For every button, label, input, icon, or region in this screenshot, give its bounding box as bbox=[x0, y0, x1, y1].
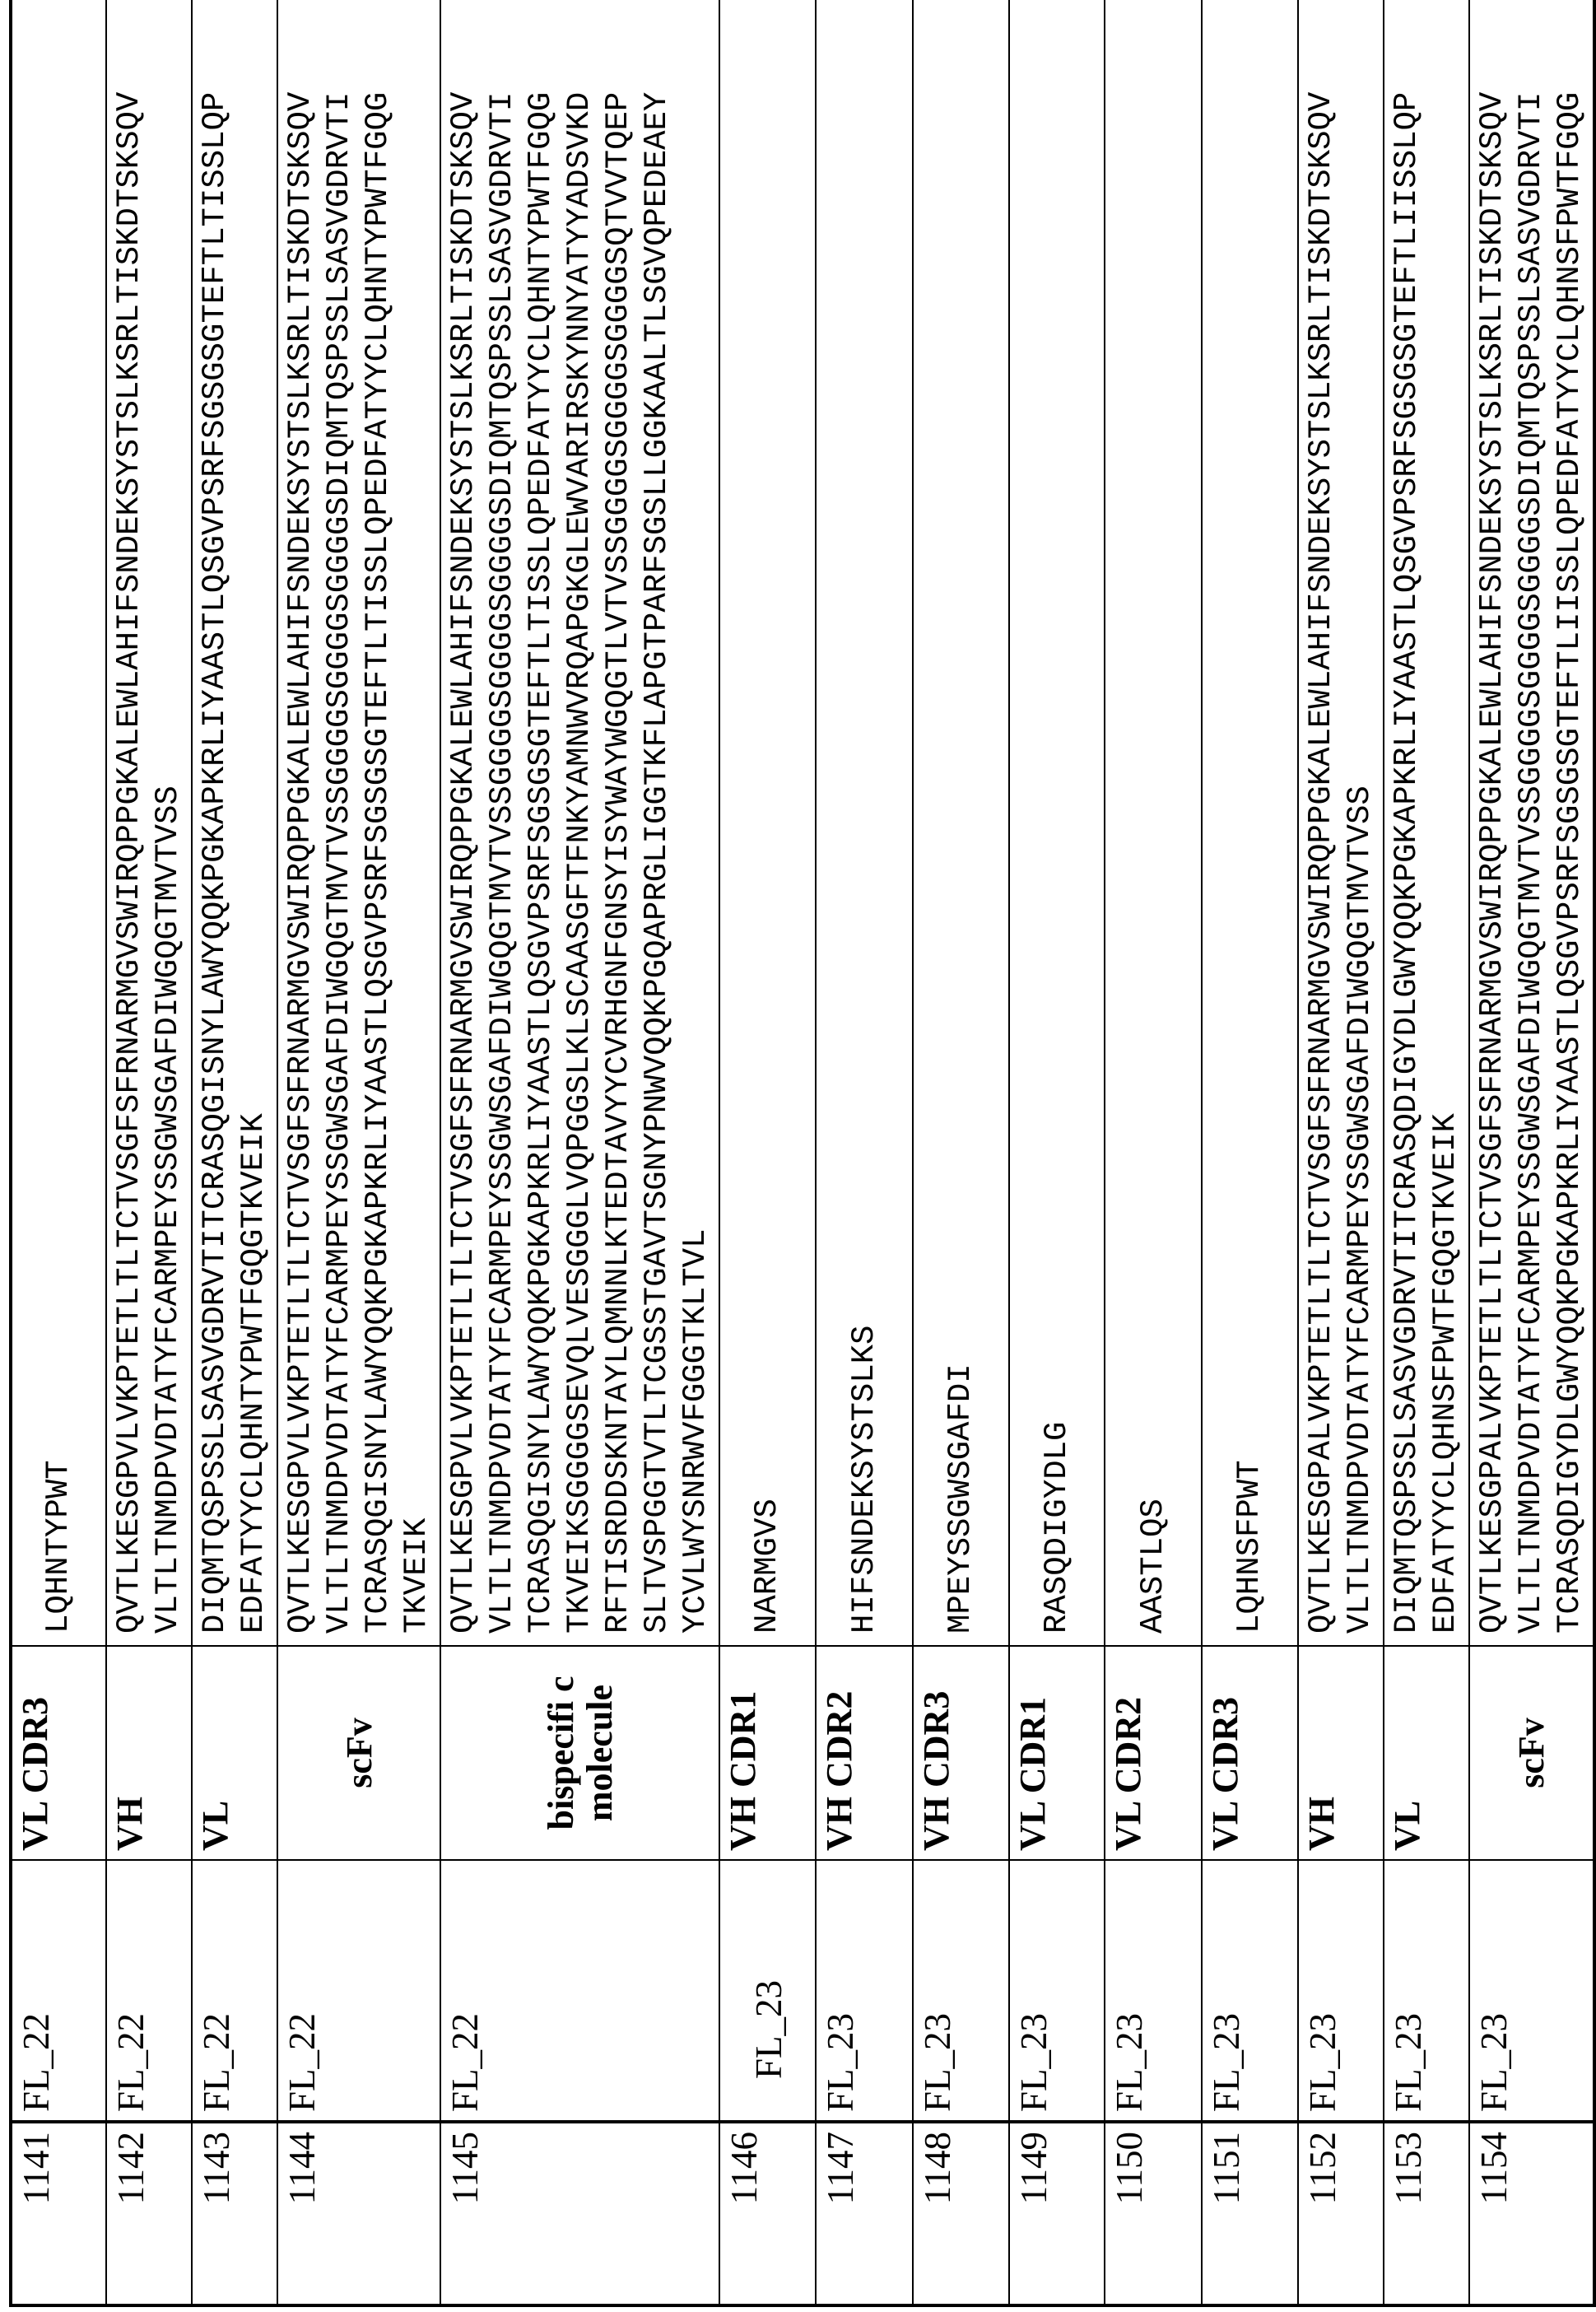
seq-id-number-cell: 1148 bbox=[913, 2122, 1009, 2305]
sequence-line: TKVEIK bbox=[398, 0, 436, 1634]
sequence-line: YCVLWYSNRWVFGGGTKLTVL bbox=[677, 0, 715, 1634]
seq-id-number-cell: 1141 bbox=[11, 2122, 106, 2305]
amino-acid-sequence-cell bbox=[1384, 0, 1469, 1646]
region-type-cell: VH CDR2 bbox=[816, 1646, 913, 1860]
molecule-id-cell bbox=[440, 1860, 719, 2122]
sequence-line: HIFSNDEKSYSTSLKS bbox=[845, 0, 884, 1634]
sequence-line: TCRASQGISNYLAWYQQKPGKAPKRLIYAASTLQSGVPSRFSGSGSGTEFTLTISSLQPEDFATYYCLQHNTYPWTFGQG bbox=[359, 0, 398, 1634]
amino-acid-sequence-cell bbox=[106, 0, 192, 1646]
amino-acid-sequence-cell bbox=[1469, 0, 1594, 1646]
seq-id-number-cell: 1149 bbox=[1009, 2122, 1105, 2305]
table-row bbox=[1298, 0, 1384, 2305]
molecule-id: FL_23 bbox=[1109, 2013, 1150, 2112]
table-row bbox=[192, 0, 277, 2305]
sequence-line: QVTLKESGPALVKPTETLTLTCTVSGFSFRNARMGVSWIRQPPGKALEWLAHIFSNDEKSYSTSLKSRLTISKDTSKSQV bbox=[1473, 0, 1512, 1634]
molecule-id-cell bbox=[1105, 1860, 1202, 2122]
molecule-id: FL_23 bbox=[1388, 2013, 1429, 2112]
sequence-line: NARMGVS bbox=[748, 0, 787, 1634]
sequence-line: SLTVSPGGTVTLTCGSSTGAVTSGNYPNWVQQKPGQAPRGLIGGTKFLAPGTPARFSGSLLGGKAALTLSGVQPEDEAEY bbox=[638, 0, 677, 1634]
seq-id-number-cell: 1150 bbox=[1105, 2122, 1202, 2305]
region-type-cell: VH CDR3 bbox=[913, 1646, 1009, 1860]
table-row bbox=[106, 0, 192, 2305]
molecule-id-cell bbox=[1298, 1860, 1384, 2122]
amino-acid-sequence-cell bbox=[1009, 0, 1105, 1646]
region-type-cell: VL CDR3 bbox=[1202, 1646, 1298, 1860]
region-type-cell: VL CDR3 bbox=[11, 1646, 106, 1860]
rotated-sequence-table bbox=[9, 5, 1550, 2307]
amino-acid-sequence-cell bbox=[277, 0, 440, 1646]
sequence-line: TCRASQDIGYDLGWYQQKPGKAPKRLIYAASTLQSGVPSRFSGSGSGTEFTLIISSLQPEDFATYYCLQHNSFPWTFGQG bbox=[1551, 0, 1589, 1634]
region-type-cell: scFv bbox=[1469, 1646, 1594, 1860]
molecule-id-cell bbox=[1202, 1860, 1298, 2122]
sequence-line: EDFATYYCLQHNTYPWTFGQGTKVEIK bbox=[235, 0, 273, 1634]
sequence-line: TKVEIKSGGGGSEVQLVESGGGLVQPGGSLKLSCAASGFTFNKYAMNWVRQAPGKGLEWVARIRSKYNNYATYYADSVKD bbox=[561, 0, 599, 1634]
table-row bbox=[1105, 0, 1202, 2305]
molecule-id: FL_22 bbox=[110, 2013, 151, 2112]
region-type-cell: VH CDR1 bbox=[719, 1646, 816, 1860]
molecule-id: FL_23 bbox=[1206, 2013, 1247, 2112]
region-type-cell: scFv bbox=[277, 1646, 440, 1860]
region-type-cell: VL bbox=[1384, 1646, 1469, 1860]
sequence-line: QVTLKESGPVLVKPTETLTLTCTVSGFSFRNARMGVSWIRQPPGKALEWLAHIFSNDEKSYSTSLKSRLTISKDTSKSQV bbox=[110, 0, 149, 1634]
molecule-id-cell bbox=[719, 1860, 816, 2122]
sequence-line: VLTLTNMDPVDTATYFCARMPEYSSGWSGAFDIWGQGTMVTVSS bbox=[149, 0, 188, 1634]
amino-acid-sequence-cell bbox=[816, 0, 913, 1646]
molecule-id: FL_22 bbox=[282, 2013, 323, 2112]
table-row bbox=[816, 0, 913, 2305]
sequence-line: VLTLTNMDPVDTATYFCARMPEYSSGWSGAFDIWGQGTMVTVSSGGGGSGGGGSGGGGSDIQMTQSPSSLSASVGDRVTI bbox=[483, 0, 522, 1634]
molecule-id-cell bbox=[11, 1860, 106, 2122]
molecule-id-cell bbox=[816, 1860, 913, 2122]
sequence-line: AASTLQS bbox=[1134, 0, 1173, 1634]
amino-acid-sequence-cell bbox=[440, 0, 719, 1646]
seq-id-number-cell: 1147 bbox=[816, 2122, 913, 2305]
sequence-line: EDFATYYCLQHNSFPWTFGQGTKVEIK bbox=[1426, 0, 1465, 1634]
sequence-line: QVTLKESGPVLVKPTETLTLTCTVSGFSFRNARMGVSWIRQPPGKALEWLAHIFSNDEKSYSTSLKSRLTISKDTSKSQV bbox=[282, 0, 320, 1634]
molecule-id: FL_23 bbox=[820, 2013, 861, 2112]
sequence-line: DIQMTQSPSSLSASVGDRVTITCRASQDIGYDLGWYQQKPGKAPKRLIYAASTLQSGVPSRFSGSGSGTEFTLIISSLQP bbox=[1388, 0, 1426, 1634]
seq-id-number-cell: 1142 bbox=[106, 2122, 192, 2305]
sequence-line: VLTLTNMDPVDTATYFCARMPEYSSGWSGAFDIWGQGTMVTVSS bbox=[1341, 0, 1380, 1634]
table-row bbox=[1202, 0, 1298, 2305]
amino-acid-sequence-cell bbox=[1105, 0, 1202, 1646]
molecule-id: FL_22 bbox=[444, 2013, 486, 2112]
sequence-line: VLTLTNMDPVDTATYFCARMPEYSSGWSGAFDIWGQGTMVTVSSGGGGSGGGGSGGGGSDIQMTQSPSSLSASVGDRVTI bbox=[1512, 0, 1551, 1634]
seq-id-number-cell: 1143 bbox=[192, 2122, 277, 2305]
sequence-line: LQHNTYPWT bbox=[40, 0, 78, 1634]
amino-acid-sequence-cell bbox=[913, 0, 1009, 1646]
sequence-line: RASQDIGYDLG bbox=[1038, 0, 1077, 1634]
molecule-id-cell bbox=[277, 1860, 440, 2122]
molecule-id-cell bbox=[1009, 1860, 1105, 2122]
amino-acid-sequence-cell bbox=[192, 0, 277, 1646]
sequence-line: LQHNSFPWT bbox=[1231, 0, 1269, 1634]
region-type-cell: VL CDR1 bbox=[1009, 1646, 1105, 1860]
molecule-id-cell bbox=[1469, 1860, 1594, 2122]
seq-id-number-cell: 1154 bbox=[1469, 2122, 1594, 2305]
sequence-line: MPEYSSGWSGAFDI bbox=[942, 0, 980, 1634]
table-row bbox=[913, 0, 1009, 2305]
sequence-line: VLTLTNMDPVDTATYFCARMPEYSSGWSGAFDIWGQGTMVTVSSGGGGSGGGGSGGGGSDIQMTQSPSSLSASVGDRVTI bbox=[320, 0, 359, 1634]
table-row bbox=[1384, 0, 1469, 2305]
sequence-line: QVTLKESGPVLVKPTETLTLTCTVSGFSFRNARMGVSWIRQPPGKALEWLAHIFSNDEKSYSTSLKSRLTISKDTSKSQV bbox=[444, 0, 483, 1634]
molecule-id-cell bbox=[1384, 1860, 1469, 2122]
molecule-id: FL_23 bbox=[1473, 2013, 1515, 2112]
seq-id-number-cell: 1144 bbox=[277, 2122, 440, 2305]
sequence-line: TCRASQGISNYLAWYQQKPGKAPKRLIYAASTLQSGVPSRFSGSGSGTEFTLTISSLQPEDFATYYCLQHNTYPWTFGQG bbox=[522, 0, 561, 1634]
sequence-table bbox=[9, 0, 1596, 2307]
table-row bbox=[440, 0, 719, 2305]
molecule-id: FL_23 bbox=[724, 1869, 789, 2112]
region-type-cell: VL bbox=[192, 1646, 277, 1860]
region-type-cell: VH bbox=[106, 1646, 192, 1860]
region-type-cell: VH bbox=[1298, 1646, 1384, 1860]
molecule-id: FL_22 bbox=[16, 2013, 57, 2112]
seq-id-number-cell: 1151 bbox=[1202, 2122, 1298, 2305]
sequence-line: QVTLKESGPALVKPTETLTLTCTVSGFSFRNARMGVSWIRQPPGKALEWLAHIFSNDEKSYSTSLKSRLTISKDTSKSQV bbox=[1302, 0, 1341, 1634]
amino-acid-sequence-cell bbox=[11, 0, 106, 1646]
molecule-id-cell bbox=[106, 1860, 192, 2122]
sequence-line: DIQMTQSPSSLSASVGDRVTITCRASQGISNYLAWYQQKPGKAPKRLIYAASTLQSGVPSRFSGSGSGTEFTLTISSLQP bbox=[196, 0, 235, 1634]
molecule-id: FL_23 bbox=[917, 2013, 958, 2112]
amino-acid-sequence-cell bbox=[1298, 0, 1384, 1646]
table-body bbox=[11, 0, 1594, 2305]
table-row bbox=[1009, 0, 1105, 2305]
table-row bbox=[277, 0, 440, 2305]
amino-acid-sequence-cell bbox=[719, 0, 816, 1646]
region-type-cell: VL CDR2 bbox=[1105, 1646, 1202, 1860]
seq-id-number-cell: 1153 bbox=[1384, 2122, 1469, 2305]
table-row bbox=[1469, 0, 1594, 2305]
region-type-cell: bispecifi c molecule bbox=[440, 1646, 719, 1860]
molecule-id: FL_23 bbox=[1013, 2013, 1054, 2112]
sequence-line: RFTISRDDSKNTAYLQMNNLKTEDTAVYYCVRHGNFGNSYISYWAYWGQGTLVTVSSGGGGSGGGGSGGGGSQTVVTQEP bbox=[599, 0, 638, 1634]
molecule-id: FL_22 bbox=[196, 2013, 237, 2112]
seq-id-number-cell: 1145 bbox=[440, 2122, 719, 2305]
seq-id-number-cell: 1146 bbox=[719, 2122, 816, 2305]
table-row bbox=[719, 0, 816, 2305]
molecule-id-cell bbox=[192, 1860, 277, 2122]
amino-acid-sequence-cell bbox=[1202, 0, 1298, 1646]
table-row bbox=[11, 0, 106, 2305]
molecule-id-cell bbox=[913, 1860, 1009, 2122]
molecule-id: FL_23 bbox=[1302, 2013, 1343, 2112]
seq-id-number-cell: 1152 bbox=[1298, 2122, 1384, 2305]
